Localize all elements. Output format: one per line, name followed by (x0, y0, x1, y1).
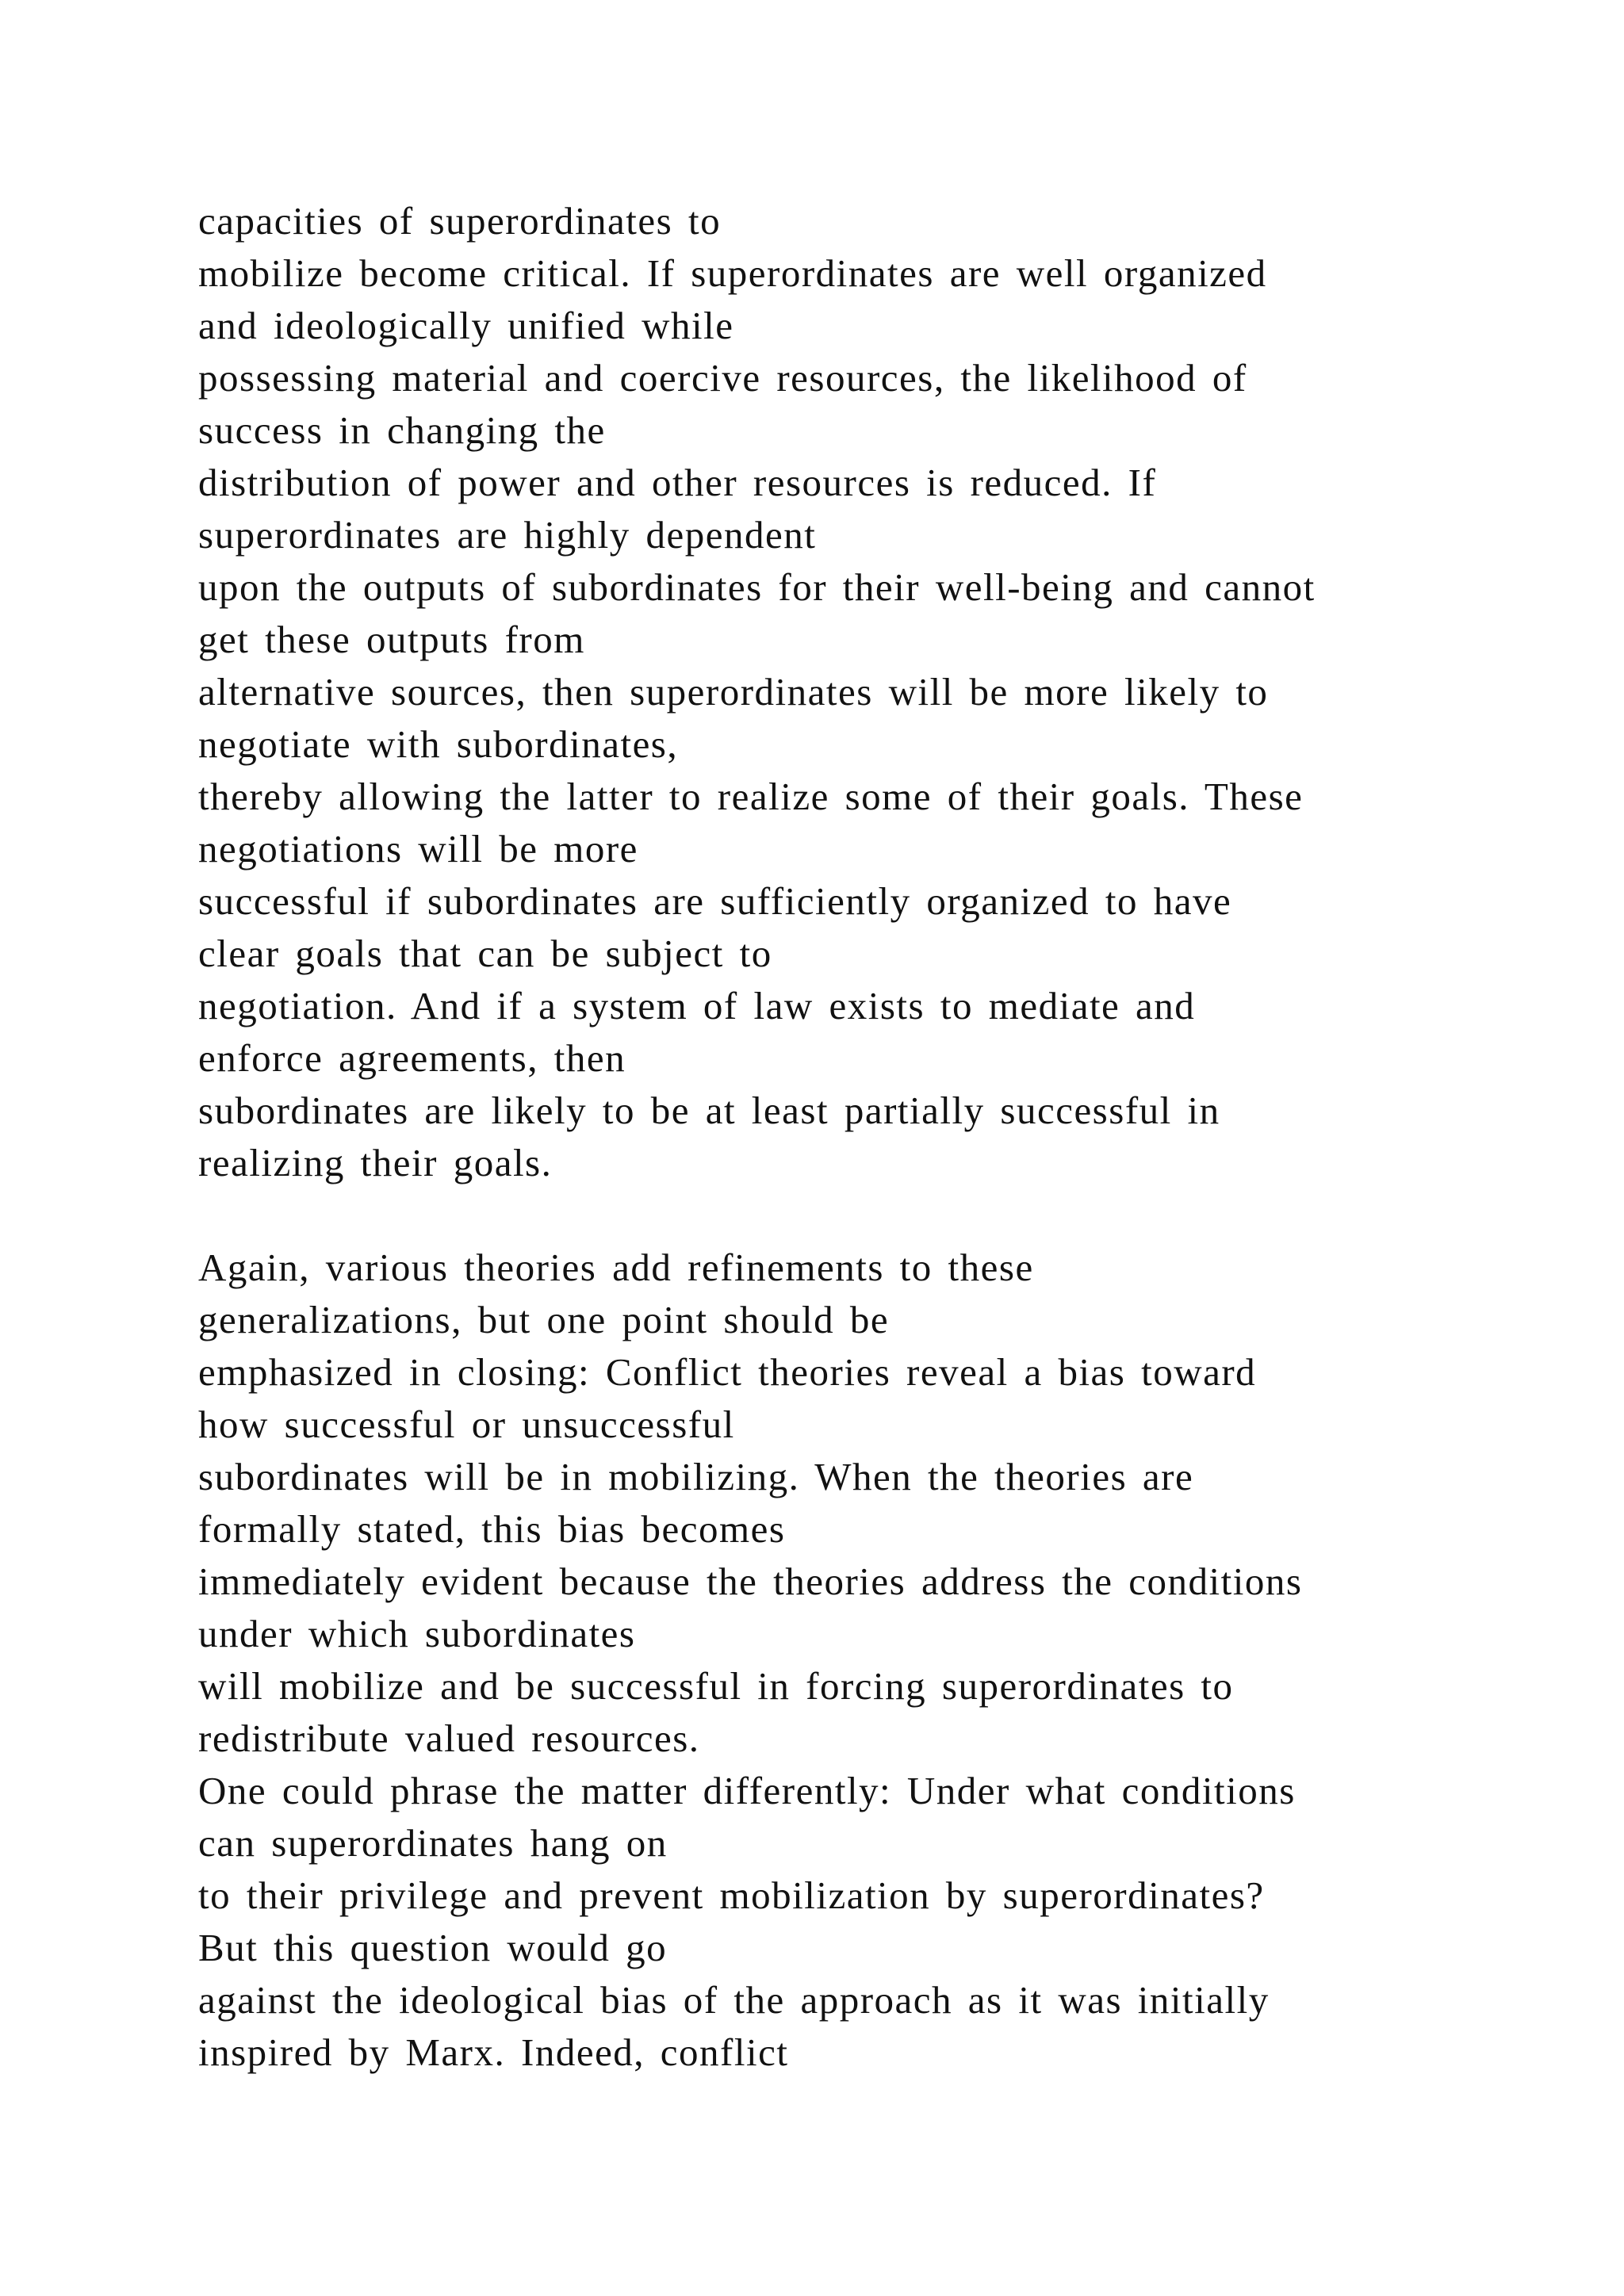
text-line: under which subordinates (198, 1612, 636, 1655)
text-line: how successful or unsuccessful (198, 1402, 735, 1446)
text-line: upon the outputs of subordinates for their well-being and cannot (198, 565, 1316, 609)
text-line: and ideologically unified while (198, 304, 734, 347)
text-line: But this question would go (198, 1926, 668, 1969)
text-line: negotiations will be more (198, 827, 638, 871)
text-line: get these outputs from (198, 618, 585, 661)
text-line: subordinates will be in mobilizing. When the theories are (198, 1455, 1194, 1498)
text-line: emphasized in closing: Conflict theories reveal a bias toward (198, 1350, 1257, 1394)
text-line: One could phrase the matter differently: Under what conditions (198, 1769, 1296, 1812)
text-line: thereby allowing the latter to realize some of their goals. These (198, 775, 1304, 818)
text-line: negotiate with subordinates, (198, 722, 679, 766)
text-line: possessing material and coercive resources, the likelihood of (198, 356, 1247, 400)
text-line: to their privilege and prevent mobilization by superordinates? (198, 1873, 1265, 1917)
text-line: against the ideological bias of the approach as it was initially (198, 1978, 1270, 2022)
text-line: success in changing the (198, 408, 606, 452)
paragraph-gap (198, 1189, 1507, 1242)
text-line: will mobilize and be successful in forcing superordinates to (198, 1664, 1234, 1708)
text-line: clear goals that can be subject to (198, 932, 772, 975)
text-line: realizing their goals. (198, 1141, 553, 1184)
text-line: generalizations, but one point should be (198, 1298, 890, 1341)
text-line: successful if subordinates are sufficiently organized to have (198, 879, 1232, 923)
text-line: immediately evident because the theories address the conditions (198, 1559, 1303, 1603)
document-body (198, 195, 1507, 2079)
text-line: superordinates are highly dependent (198, 513, 817, 557)
text-line: redistribute valued resources. (198, 1716, 700, 1760)
text-line: mobilize become critical. If superordinates are well organized (198, 251, 1267, 295)
paragraph-1 (198, 195, 1507, 1189)
text-line: inspired by Marx. Indeed, conflict (198, 2030, 789, 2074)
text-line: distribution of power and other resources is reduced. If (198, 461, 1157, 504)
paragraph-2 (198, 1242, 1507, 2079)
text-line: capacities of superordinates to (198, 199, 722, 243)
text-line: enforce agreements, then (198, 1036, 626, 1080)
text-line: can superordinates hang on (198, 1821, 668, 1865)
text-line: alternative sources, then superordinates will be more likely to (198, 670, 1269, 714)
text-line: negotiation. And if a system of law exists to mediate and (198, 984, 1196, 1027)
text-line: subordinates are likely to be at least partially successful in (198, 1089, 1220, 1132)
text-line: formally stated, this bias becomes (198, 1507, 786, 1551)
text-line: Again, various theories add refinements to these (198, 1246, 1034, 1289)
